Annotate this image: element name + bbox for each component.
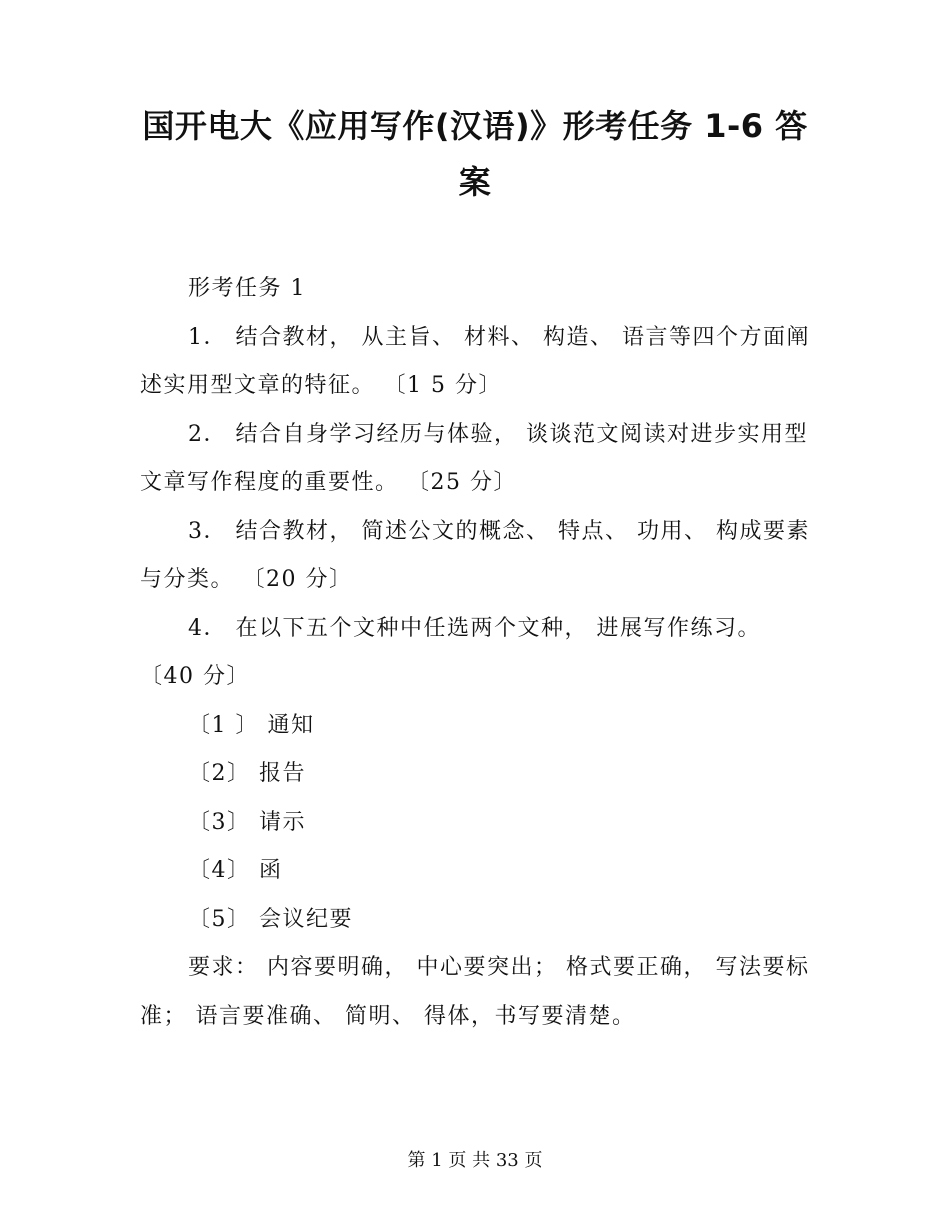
document-title: 国开电大《应用写作(汉语)》形考任务 1-6 答案	[142, 107, 808, 201]
question-4: 4． 在以下五个文种中任选两个文种， 进展写作练习。 〔40 分〕	[140, 615, 761, 689]
option-4: 〔4〕 函	[188, 858, 283, 883]
page-number-footer: 第 1 页 共 33 页	[407, 1150, 543, 1171]
question-3: 3． 结合教材， 简述公文的概念、 特点、 功用、 构成要素与分类。 〔20 分〕	[140, 518, 810, 592]
option-3: 〔3〕 请示	[188, 809, 306, 835]
question-2: 2． 结合自身学习经历与体验， 谈谈范文阅读对进步实用型文章写作程度的重要性。 〔25 分〕	[140, 421, 808, 495]
document-body	[140, 265, 810, 1041]
option-1: 〔1 〕 通知	[188, 712, 315, 738]
section-heading: 形考任务 1	[188, 276, 306, 301]
question-1: 1． 结合教材， 从主旨、 材料、 构造、 语言等四个方面阐述实用型文章的特征。 〔1 5 分〕	[140, 324, 810, 398]
option-5: 〔5〕 会议纪要	[188, 906, 353, 932]
option-2: 〔2〕 报告	[188, 761, 306, 786]
requirements: 要求： 内容要明确， 中心要突出； 格式要正确， 写法要标准； 语言要准确、 简明、 得体，书写要清楚。	[140, 955, 810, 1029]
